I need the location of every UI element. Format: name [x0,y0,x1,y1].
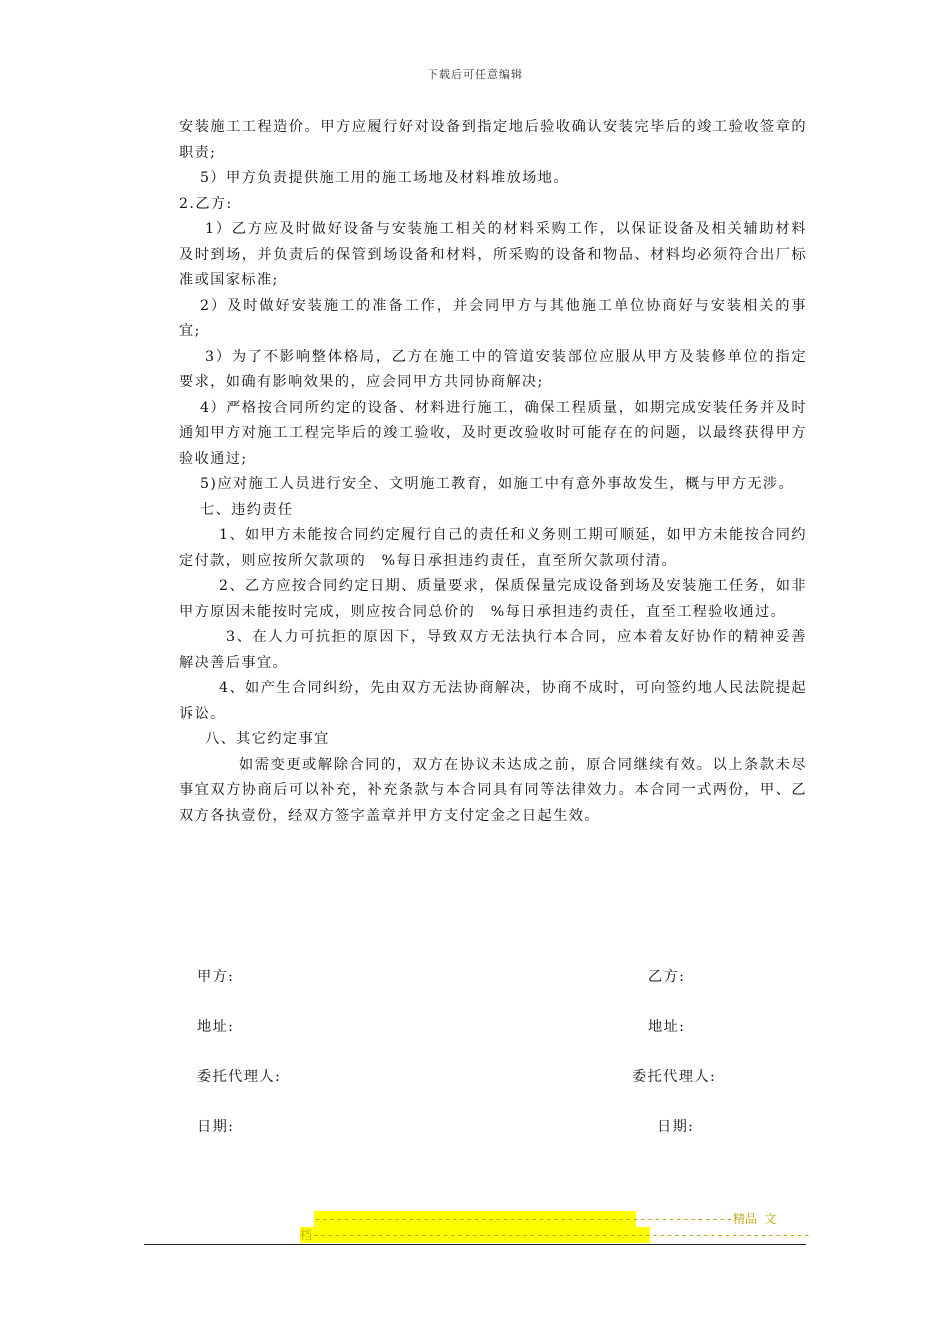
date-a-label: 日期: [197,1119,235,1135]
paragraph-2: 5）甲方负责提供施工用的施工场地及材料堆放场地。 [200,170,569,186]
address-b-label: 地址: [648,1019,686,1035]
paragraph-15: 如需变更或解除合同的，双方在协议未达成之前，原合同继续有效。以上条款未尽事宜双方协商后可以补充，补充条款与本合同具有同等法律效力。本合同一式两份，甲、乙双方各执壹份，经双方签字盖章并甲方支付定金之日起生效。 [179,756,807,824]
footer-watermark [300,1211,811,1243]
paragraph-6: 3）为了不影响整体格局，乙方在施工中的管道安装部位应服从甲方及装修单位的指定要求，如确有影响效果的，应会同甲方共同协商解决; [179,348,807,390]
address-a-label: 地址: [197,1019,235,1035]
page-header: 下载后可任意编辑 [427,68,523,81]
section-heading-other: 八、其它约定事宜 [205,731,330,747]
paragraph-8: 5)应对施工人员进行安全、文明施工教育，如施工中有意外事故发生，概与甲方无涉。 [200,476,795,492]
agent-b-label: 委托代理人: [632,1069,717,1085]
paragraph-3: 2.乙方: [179,195,233,212]
party-a-label: 甲方: [197,969,235,985]
paragraph-7: 4）严格按合同所约定的设备、材料进行施工，确保工程质量，如期完成安装任务并及时通知甲方对施工工程完毕后的竣工验收，及时更改验收时可能存在的问题，以最终获得甲方验收通过; [179,399,807,467]
date-b-label: 日期: [657,1119,695,1135]
footer-divider [144,1244,806,1245]
document-body [179,115,807,829]
agent-a-label: 委托代理人: [197,1069,282,1085]
footer-line-1: ----------------------------------------------------------精品 文 [314,1212,777,1226]
paragraph-5: 2）及时做好安装施工的准备工作，并会同甲方与其他施工单位协商好与安装相关的事宜; [179,297,807,339]
paragraph-1: 安装施工工程造价。甲方应履行好对设备到指定地后验收确认安装完毕后的竣工验收签章的职责; [179,119,807,161]
paragraph-11: 2、乙方应按合同约定日期、质量要求，保质保量完成设备到场及安装施工任务，如非甲方原因未能按时完成，则应按合同总价的 %每日承担违约责任，直至工程验收通过。 [179,578,807,620]
paragraph-13: 4、如产生合同纠纷，先由双方无法协商解决，协商不成时，可向签约地人民法院提起诉讼。 [179,680,807,722]
footer-line-2: 档--------------------------------------------------------------------- [300,1228,811,1242]
section-heading-breach: 七、违约责任 [200,501,294,518]
paragraph-12: 3、在人力可抗拒的原因下，导致双方无法执行本合同，应本着友好协作的精神妥善解决善后事宜。 [179,629,807,671]
paragraph-10: 1、如甲方未能按合同约定履行自己的责任和义务则工期可顺延，如甲方未能按合同约定付款，则应按所欠款项的 %每日承担违约责任，直至所欠款项付清。 [179,527,807,569]
party-b-label: 乙方: [648,969,686,985]
paragraph-4: 1）乙方应及时做好设备与安装施工相关的材料采购工作，以保证设备及相关辅助材料及时到场，并负责后的保管到场设备和材料，所采购的设备和物品、材料均必须符合出厂标准或国家标准; [179,221,807,288]
